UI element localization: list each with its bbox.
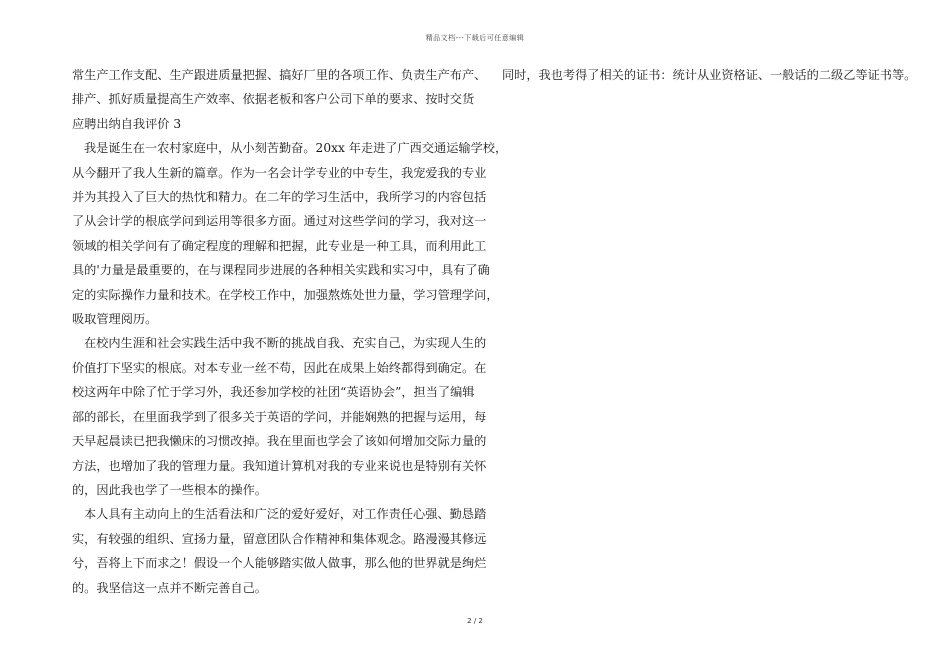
section-title: 应聘出纳自我评价 3 bbox=[72, 116, 182, 131]
text-line: 同时，我也考得了相关的证书：统计从业资格证、一般话的二级乙等证书等。 bbox=[502, 68, 917, 82]
text-line: 具的'力量是最重要的，在与课程同步进展的各种相关实践和实习中，具有了确 bbox=[72, 263, 490, 278]
text-line: 并为其投入了巨大的热忱和精力。在二年的学习生活中，我所学习的内容包括 bbox=[72, 190, 487, 205]
text-line: 排产、抓好质量提高生产效率、依据老板和客户公司下单的要求、按时交货 bbox=[72, 92, 475, 107]
text-line: 价值打下坚实的根底。对本专业一丝不苟，因此在成果上始终都得到确定。在 bbox=[72, 360, 487, 375]
page-number: 2 / 2 bbox=[467, 617, 483, 625]
paragraph-1 bbox=[72, 136, 508, 331]
text-line: 从今翻开了我人生新的篇章。作为一名会计学专业的中专生，我宠爱我的专业 bbox=[72, 165, 487, 180]
text-line: 兮，吾将上下而求之！假设一个人能够踏实做人做事，那么他的世界就是绚烂 bbox=[72, 556, 487, 571]
text-line: 在校内生涯和社会实践生活中我不断的挑战自我、充实自己，为实现人生的 bbox=[84, 336, 487, 351]
text-line: 吸取管理阅历。 bbox=[72, 312, 158, 327]
paragraph-3 bbox=[72, 502, 487, 600]
right-column bbox=[502, 63, 917, 87]
paragraph-2 bbox=[72, 331, 487, 502]
text-line: 方法，也增加了我的管理力量。我知道计算机对我的专业来说也是特别有关怀 bbox=[72, 458, 487, 473]
page-header: 精品文档---下载后可任意编辑 bbox=[425, 34, 525, 42]
text-line: 校这两年中除了忙于学习外，我还参加学校的社团“英语协会”，担当了编辑 bbox=[72, 385, 475, 400]
text-line: 天早起晨读已把我懒床的习惯改掉。我在里面也学会了该如何增加交际力量的 bbox=[72, 434, 487, 449]
text-line: 的。我坚信这一点并不断完善自己。 bbox=[72, 580, 267, 595]
text-line: 常生产工作支配、生产跟进质量把握、搞好厂里的各项工作、负责生产布产、 bbox=[72, 68, 487, 82]
text-line: 实，有较强的组织、宣扬力量，留意团队合作精神和集体观念。路漫漫其修远 bbox=[72, 531, 487, 546]
left-column bbox=[72, 63, 508, 600]
text-line: 我是诞生在一农村家庭中，从小刻苦勤奋。20xx 年走进了广西交通运输学校， bbox=[84, 141, 508, 156]
text-line: 领域的相关学问有了确定程度的理解和把握，此专业是一种工具，而利用此工 bbox=[72, 238, 487, 253]
text-line: 的，因此我也学了一些根本的操作。 bbox=[72, 482, 267, 497]
text-line: 了从会计学的根底学问到运用等很多方面。通过对这些学问的学习，我对这一 bbox=[72, 214, 487, 229]
text-line: 定的实际操作力量和技术。在学校工作中，加强熬炼处世力量，学习管理学问， bbox=[72, 287, 499, 302]
text-line: 部的部长，在里面我学到了很多关于英语的学问，并能娴熟的把握与运用，每 bbox=[72, 409, 487, 424]
text-line: 本人具有主动向上的生活看法和广泛的爱好爱好，对工作责任心强、勤恳踏 bbox=[84, 507, 487, 522]
